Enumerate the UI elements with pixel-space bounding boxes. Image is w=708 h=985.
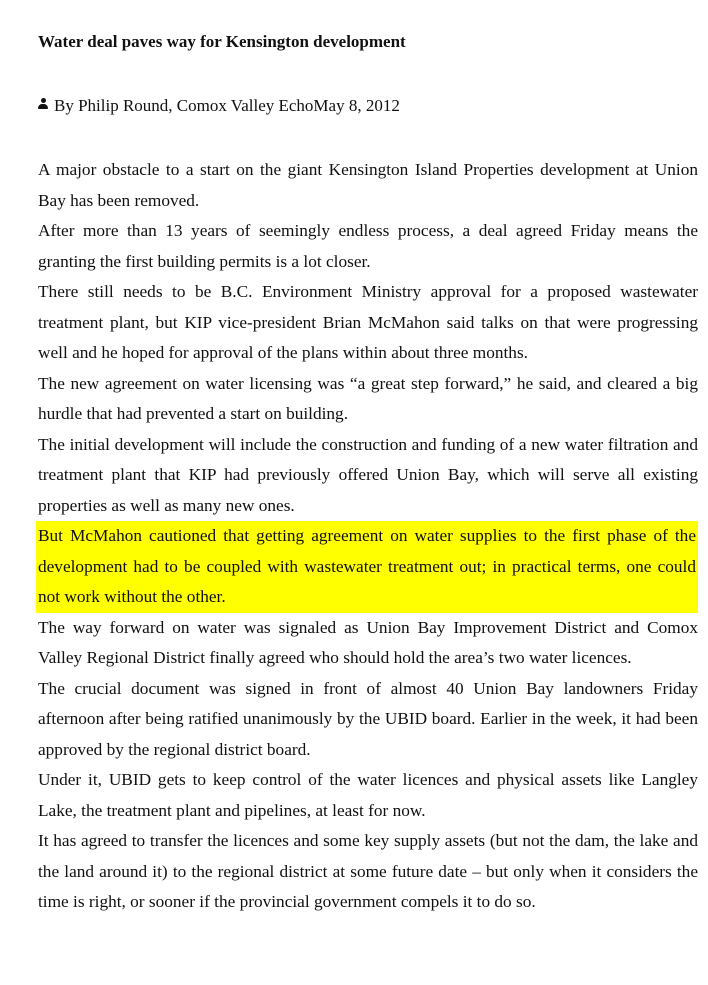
paragraph: The new agreement on water licensing was “a great step forward,” he said, and cleared a big hurdle that had prevented a start on building. [38, 373, 698, 423]
article-headline: Water deal paves way for Kensington development [38, 32, 406, 51]
paragraph: Under it, UBID gets to keep control of the water licences and physical assets like Langley Lake, the treatment plant and pipelines, at least for now. [38, 770, 698, 820]
paragraph: The crucial document was signed in front of almost 40 Union Bay landowners Friday afternoon after being ratified unanimously by the UBID board. Earlier in the week, it had been approved by the regional district board. [38, 678, 698, 759]
article-byline [38, 95, 400, 117]
person-icon [38, 98, 48, 110]
paragraph: After more than 13 years of seemingly endless process, a deal agreed Friday means the granting the first building permits is a lot closer. [38, 221, 698, 271]
paragraph: It has agreed to transfer the licences and some key supply assets (but not the dam, the lake and the land around it) to the regional district at some future date – but only when it considers the time is right, or sooner if the provincial government compels it to do so. [38, 831, 698, 911]
highlighted-paragraph: But McMahon cautioned that getting agreement on water supplies to the first phase of the development had to be coupled with wastewater treatment out; in practical terms, one could not work without the other. [36, 521, 698, 613]
article-body [0, 155, 708, 918]
paragraph: The initial development will include the construction and funding of a new water filtration and treatment plant that KIP had previously offered Union Bay, which will serve all existing properties as well as many new ones. [38, 434, 698, 515]
byline-text: By Philip Round, Comox Valley EchoMay 8, 2012 [54, 96, 400, 115]
paragraph: The way forward on water was signaled as Union Bay Improvement District and Comox Valley Regional District finally agreed who should hold the area’s two water licences. [38, 617, 698, 667]
paragraph: A major obstacle to a start on the giant Kensington Island Properties development at Union Bay has been removed. [38, 160, 698, 210]
paragraph: There still needs to be B.C. Environment Ministry approval for a proposed wastewater treatment plant, but KIP vice-president Brian McMahon said talks on that were progressing well and he hoped for approval of the plans within about three months. [38, 282, 698, 362]
